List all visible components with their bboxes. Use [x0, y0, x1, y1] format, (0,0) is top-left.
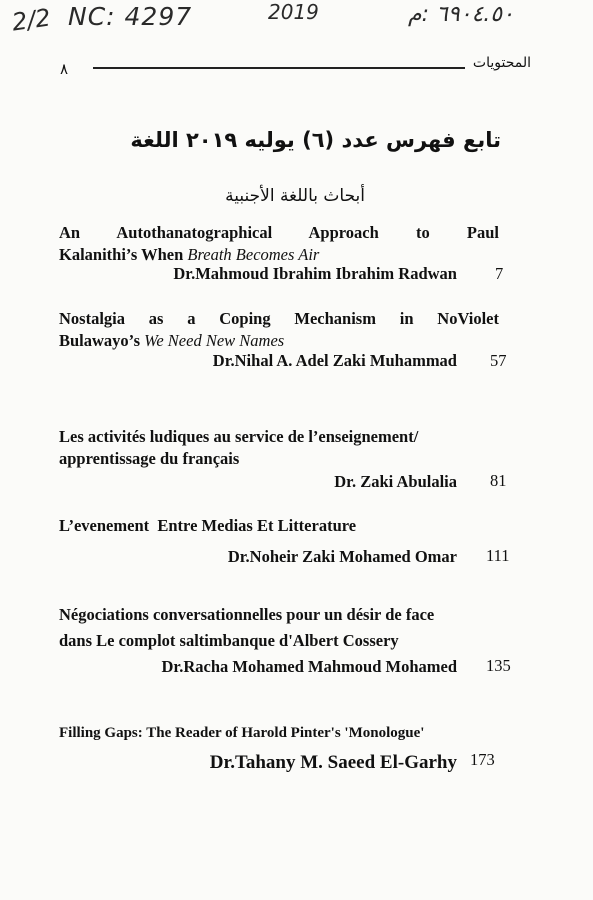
header-page-number: ٨: [60, 62, 69, 78]
entry-title-line1: Les activités ludiques au service de l’enseignement/: [59, 427, 419, 446]
entry-author: Dr.Mahmoud Ibrahim Ibrahim Radwan: [173, 264, 457, 283]
entry-title-text: Bulawayo’s: [59, 331, 145, 350]
toc-entry: [59, 515, 499, 537]
entry-title-text: Kalanithi’s When: [59, 245, 188, 264]
header-rule: [93, 67, 465, 69]
entry-title-line2: apprentissage du français: [59, 449, 240, 468]
handwritten-code: ٦٩٠٤.٥٠ :م: [408, 2, 514, 27]
entry-title-italic: We Need New Names: [144, 331, 285, 350]
entry-page-number: 7: [495, 264, 504, 283]
toc-entry: [59, 602, 499, 654]
toc-entry: [59, 222, 499, 266]
entry-author: Dr.Nihal A. Adel Zaki Muhammad: [212, 351, 457, 370]
entry-author: Dr.Tahany M. Saeed El-Garhy: [209, 752, 457, 773]
entry-title: Filling Gaps: The Reader of Harold Pinter's 'Monologue': [59, 725, 425, 741]
section-subtitle: أبحاث باللغة الأجنبية: [225, 186, 365, 206]
handwritten-fraction: 2/2: [10, 3, 53, 37]
entry-title-line1: An Autothanatographical Approach to Paul: [59, 223, 499, 242]
entry-title: L’evenement Entre Medias Et Litterature: [59, 516, 357, 535]
entry-title-line2: [59, 330, 499, 352]
handwritten-year: 2019: [268, 0, 319, 24]
entry-author: Dr. Zaki Abulalia: [334, 472, 457, 491]
entry-author: Dr.Noheir Zaki Mohamed Omar: [227, 547, 457, 566]
entry-page-number: 111: [486, 546, 510, 565]
entry-title-line1: Négociations conversationnelles pour un désir de face: [59, 605, 435, 624]
handwritten-nc-number: NC: 4297: [68, 2, 193, 31]
page-title: تابع فهرس عدد (٦) يوليه ٢٠١٩ اللغة: [130, 128, 501, 152]
toc-entry: [59, 426, 499, 470]
entry-page-number: 81: [490, 471, 507, 490]
entry-title-italic: Breath Becomes Air: [187, 245, 320, 264]
entry-page-number: 135: [486, 656, 511, 675]
entry-page-number: 57: [490, 351, 507, 370]
header-section-label: المحتويات: [472, 55, 531, 71]
entry-title-line2: [59, 244, 499, 266]
toc-entry: [59, 308, 499, 352]
entry-page-number: 173: [470, 750, 495, 769]
entry-author: Dr.Racha Mohamed Mahmoud Mohamed: [161, 657, 457, 676]
entry-title-line1: Nostalgia as a Coping Mechanism in NoViolet: [59, 309, 499, 328]
toc-entry: [59, 722, 499, 744]
entry-title-line2: dans Le complot saltimbanque d'Albert Cossery: [59, 631, 399, 650]
